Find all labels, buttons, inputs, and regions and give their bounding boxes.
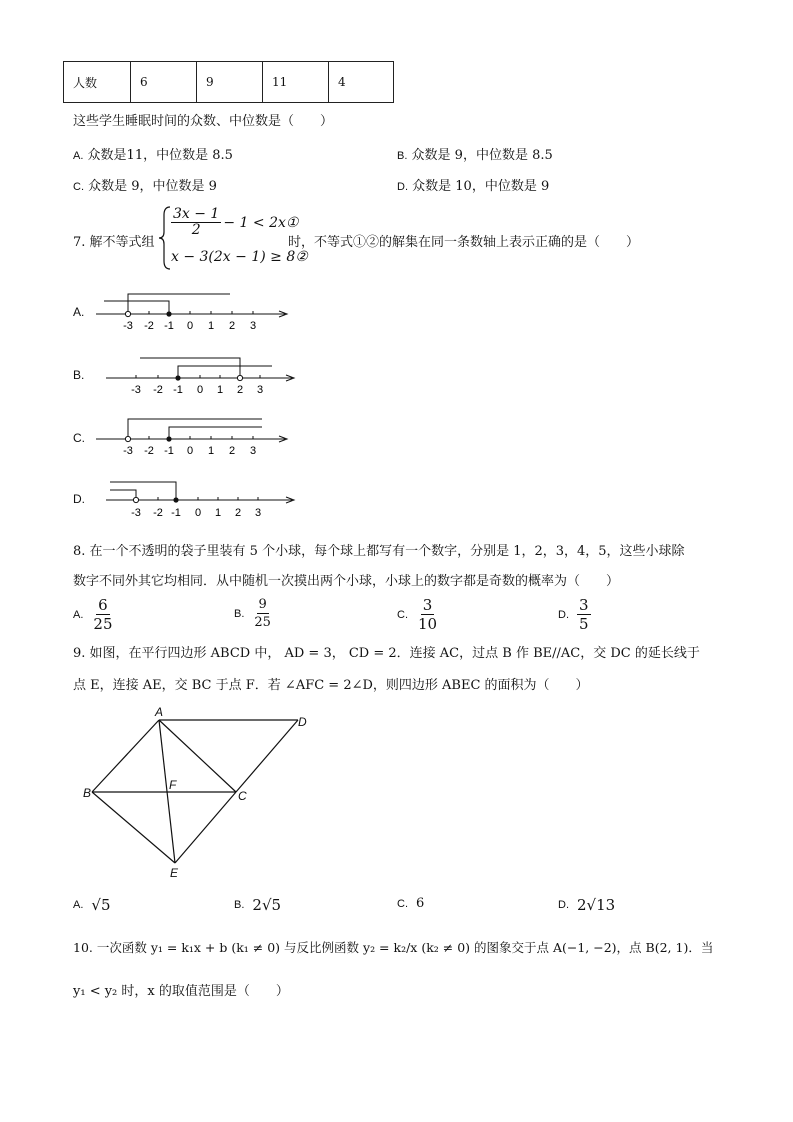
tick-label: 0 [186, 445, 194, 457]
table-cell: 4 [329, 62, 394, 103]
tick-label: 3 [254, 507, 262, 519]
number-line-a [0, 285, 300, 335]
q9-option-d: D. 2√13 [558, 896, 616, 914]
tick-label: 2 [236, 384, 244, 396]
tick-label: -1 [171, 507, 181, 519]
q7-option-a-label: A. [73, 305, 85, 319]
tick-label: -3 [131, 384, 141, 396]
tick-label: 3 [249, 445, 257, 457]
number-line-b [0, 350, 300, 400]
q9-option-a: A. √5 [73, 896, 111, 914]
point-label-c: C [238, 789, 247, 803]
q8-line-2: 数字不同外其它均相同．从中随机一次摸出两个小球，小球上的数字都是奇数的概率为（ ） [73, 574, 620, 589]
tick-label: -2 [144, 320, 154, 332]
point-label-a: A [155, 705, 164, 719]
table-row [64, 62, 394, 103]
tick-label: 2 [228, 445, 236, 457]
q9-option-c: C. 6 [397, 896, 425, 911]
tick-label: -2 [144, 445, 154, 457]
tick-label: 1 [216, 384, 224, 396]
q9-option-b: B. 2√5 [234, 896, 282, 914]
table-cell: 11 [263, 62, 329, 103]
q9-line-2: 点 E，连接 AE，交 BC 于点 F．若 ∠AFC = 2∠D，则四边形 ABEC 的面积为（ ） [73, 678, 589, 693]
parallelogram-figure [75, 700, 335, 882]
q7-option-c-label: C. [73, 431, 85, 445]
tick-label: -3 [123, 445, 133, 457]
tick-label: 1 [207, 320, 215, 332]
tick-label: -3 [123, 320, 133, 332]
q8-option-d: D. $\frac{3}{5}$ [558, 596, 589, 633]
q7-prefix: 7. 解不等式组 [73, 235, 155, 250]
q7-option-d-label: D. [73, 492, 85, 506]
point-label-b: B [83, 786, 92, 800]
q9-line-1: 9. 如图，在平行四边形 ABCD 中， AD = 3， CD = 2．连接 AC，过点 B 作 BE//AC，交 DC 的延长线于 [73, 646, 700, 661]
q6-option-a: A. 众数是11，中位数是 8.5 [73, 148, 233, 163]
q6-option-b: B. 众数是 9，中位数是 8.5 [397, 148, 553, 163]
q6-stem: 这些学生睡眠时间的众数、中位数是（ ） [73, 114, 334, 129]
table-cell: 9 [197, 62, 263, 103]
table-cell: 人数 [64, 62, 131, 103]
tick-label: -1 [164, 445, 174, 457]
q10-line-1: 10. 一次函数 y₁ = k₁x + b (k₁ ≠ 0) 与反比例函数 y₂ = k₂/x (k₂ ≠ 0) 的图象交于点 A(−1, −2)，点 B(2, 1)．当 [73, 940, 714, 955]
tick-label: 3 [256, 384, 264, 396]
tick-label: -1 [173, 384, 183, 396]
tick-label: -1 [164, 320, 174, 332]
q8-option-b: B. $\frac{9}{25}$ [234, 597, 271, 630]
q8-option-c: C. $\frac{3}{10}$ [397, 596, 438, 633]
tick-label: 0 [186, 320, 194, 332]
q8-line-1: 8. 在一个不透明的袋子里装有 5 个小球，每个球上都写有一个数字，分别是 1，2，3，4，5，这些小球除 [73, 544, 685, 559]
point-label-f: F [169, 778, 177, 792]
tick-label: 0 [196, 384, 204, 396]
tick-label: 2 [228, 320, 236, 332]
table-cell: 6 [131, 62, 197, 103]
point-label-d: D [298, 715, 307, 729]
number-line-d [0, 472, 300, 522]
q7-inequality-1: $\frac{3x - 1}{2}$ − 1 < 2x① [173, 206, 299, 238]
q6-option-c: C. 众数是 9，中位数是 9 [73, 179, 217, 194]
tick-label: -3 [131, 507, 141, 519]
sleep-table [63, 61, 394, 103]
tick-label: -2 [153, 384, 163, 396]
q10-line-2: y₁ < y₂ 时，x 的取值范围是（ ） [73, 984, 289, 999]
q7-inequality-2: x − 3(2x − 1) ≥ 8② [171, 249, 308, 265]
tick-label: 0 [194, 507, 202, 519]
tick-label: 1 [207, 445, 215, 457]
brace-icon [158, 205, 172, 271]
tick-label: 2 [234, 507, 242, 519]
number-line-c [0, 410, 300, 460]
q7-option-b-label: B. [73, 368, 85, 382]
q8-option-a: A. $\frac{6}{25}$ [73, 596, 113, 633]
tick-label: -2 [153, 507, 163, 519]
tick-label: 1 [214, 507, 222, 519]
q6-option-d: D. 众数是 10，中位数是 9 [397, 179, 550, 194]
q7-suffix: 时，不等式①②的解集在同一条数轴上表示正确的是（ ） [288, 235, 640, 250]
tick-label: 3 [249, 320, 257, 332]
point-label-e: E [170, 866, 179, 880]
